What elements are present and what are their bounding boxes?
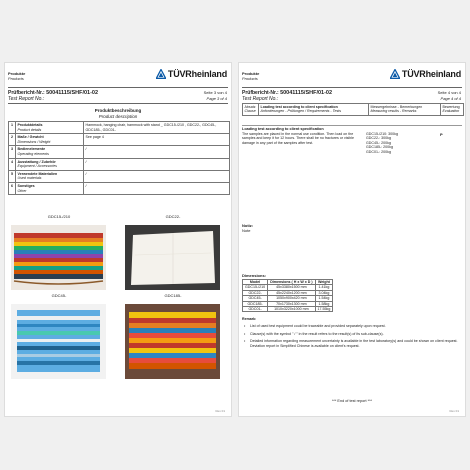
product-description-table [8,121,230,195]
photo-label: GDC45- [51,293,67,298]
product-header: Produkte Products [242,71,260,81]
product-label-de: Produkte [8,71,26,76]
col-evaluation: Bewertung Evaluation [441,104,464,116]
dimensions-cell: GDC45- [243,296,268,301]
dimensions-row [243,301,333,306]
dimensions-section [242,273,333,312]
dimensions-cell: 1.58kg [315,301,333,306]
col-clause: Absatz Clause [243,104,259,116]
row-value: / [84,170,230,182]
triangle-logo-icon [390,69,400,79]
dimensions-cell: GDC185- [243,301,268,306]
remark-item: • Detailed information regarding measurement uncertainty is available in the test laboratory(s) and could be shown on client request. Deviation report in Simplified Chinese is available on client's request. [242,339,459,348]
page-footer: Rev 01 [215,409,225,413]
remark-item: • Clause(s) with the symbol " / " in the result refers to the result(s) of its sub-clause(s). [242,332,459,336]
end-of-report: *** End of test report *** [331,399,373,403]
remarks-section [242,317,459,351]
dimensions-cell: 70x1730x1300 mm [268,301,315,306]
dimensions-row [243,307,333,312]
dimensions-cell: 45x2240x1200 mm [268,290,315,295]
test-results [366,132,436,154]
report-number-value: 50041115/SHF/01-02 [46,90,99,96]
row-value: / [84,182,230,194]
dimensions-title: Dimensions: [242,273,267,278]
row-number: 4 [9,158,16,170]
row-label: Bedienelemente Operating elements [16,146,84,158]
dimensions-row [243,290,333,295]
description-row [9,158,230,170]
description-row [9,122,230,134]
description-row [9,146,230,158]
dimensions-header: Model [243,280,268,285]
dimensions-table [242,279,333,312]
row-number: 6 [9,182,16,194]
row-number: 5 [9,170,16,182]
page-number: Seite 3 von 4 Page 3 of 4 [203,90,227,101]
test-result-line: GDC01-: 200kg [366,149,391,154]
dimensions-cell: GDC22- [243,290,268,295]
product-photo-gdc22 [125,225,220,290]
dimensions-header: Weight [315,280,333,285]
test-result-line: GDC22-: 300kg [366,136,391,141]
logo-text: TÜVRheinland [401,69,461,79]
logo-text: TÜVRheinland [167,69,227,79]
report-page-4 [238,62,466,417]
test-result-line: GDC15-/210: 300kg [366,132,398,136]
description-row [9,182,230,194]
dimensions-cell: GDC15-/210 [243,285,268,290]
page-footer: Rev 01 [449,409,459,413]
dimensions-cell: GDC01- [243,307,268,312]
col-results: Messergebnisse - Bemerkungen Measuring results - Remarks [369,104,441,116]
row-number: 3 [9,146,16,158]
dimensions-cell: 3.04kg [315,290,333,295]
test-result-line: GDC185-: 200kg [366,145,393,150]
dimensions-cell: 1.54kg [315,296,333,301]
section-title: Produktbeschreibung Product description [94,108,142,119]
dimensions-row [243,285,333,290]
product-photo-gdc15 [11,225,106,290]
description-row [9,170,230,182]
photo-label: GDC15-/210 [47,214,71,219]
dimensions-cell: 1.41kg [315,285,333,290]
row-label: Verwendete Materialien Used materials [16,170,84,182]
photo-label: GDC22- [165,214,181,219]
row-label: Produktdetails Product details [16,122,84,134]
report-number: Prüfbericht-Nr.: 50041115/SHF/01-02 Test Report No.: [8,90,99,102]
dimensions-cell: 1010x3220x1000 mm [268,307,315,312]
test-result-line: GDC45-: 200kg [366,140,391,145]
remarks-list [242,324,459,348]
row-value: / [84,146,230,158]
col-requirements: Loading test according to client specification Anforderungen - Prüfungen / Requirements - Tests [259,104,369,116]
report-page-3 [4,62,232,417]
test-title: Loading test according to client specification [242,127,324,131]
tuv-logo [156,69,227,79]
remark-item: • List of used test equipment could be traceable and provided separately upon request. [242,324,459,328]
product-header [8,71,25,81]
row-label: Ausstattung / Zubehör Equipment / Accessories [16,158,84,170]
row-label: Sonstiges Other [16,182,84,194]
description-row [9,134,230,146]
triangle-logo-icon [156,69,166,79]
dimensions-cell: 1050x900x420 mm [268,296,315,301]
row-value: See page 4 [84,134,230,146]
dimensions-header: Dimensions ( H x W x D ) [268,280,315,285]
row-value: / [84,158,230,170]
dimensions-row [243,296,333,301]
verdict-pass: P [440,132,443,137]
remarks-title: Remark: [242,317,257,321]
test-header-table [242,103,464,116]
product-photo-gdc185 [125,304,220,379]
report-number: Prüfbericht-Nr.: 50041115/SHF/01-02 Test Report No.: [242,90,333,102]
note-label: Notiz: Note [242,223,254,233]
page-number: Seite 4 von 4 Page 4 of 4 [437,90,461,101]
row-number: 1 [9,122,16,134]
row-number: 2 [9,134,16,146]
row-label: Maße / Gewicht Dimensions / Weight [16,134,84,146]
product-photo-gdc45 [11,304,106,379]
dimensions-cell: 17.55kg [315,307,333,312]
test-description: The samples are placed in the normal use condition. Then load on the samples and keep it for 12 hours. There shall be no fractures or visible damage in any part of the samples after test. [242,132,354,145]
product-label-en: Products [8,76,24,81]
dimensions-cell: 45x3380x1500 mm [268,285,315,290]
tuv-logo [390,69,461,79]
row-value: Hammock, hanging chair, hammock with stand _ GDC15-/210 , GDC22-, GDC45-, GDC185-, GDC01- [84,122,230,134]
photo-label: GDC185- [164,293,182,298]
